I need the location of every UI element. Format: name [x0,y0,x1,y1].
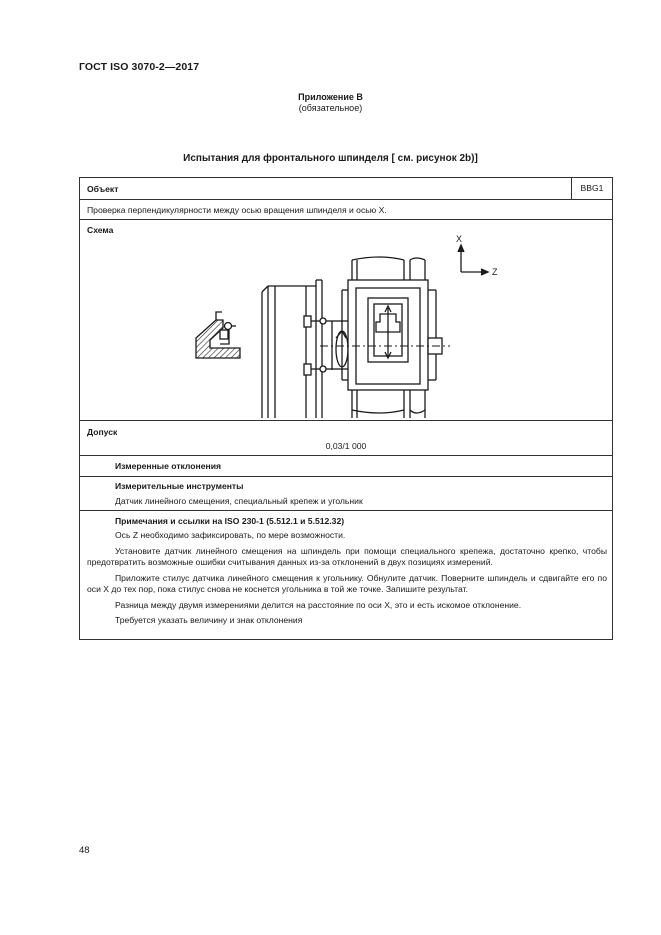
axis-z-label: Z [492,267,498,277]
measured-label: Измеренные отклонения [115,461,221,471]
tolerance-value: 0,03/1 000 [325,441,367,451]
object-row [80,178,612,220]
annex-heading [0,92,661,114]
square-fixture-icon [196,312,240,358]
instruments-row [80,477,612,511]
notes-body [87,530,607,627]
notes-label: Примечания и ссылки на ISO 230-1 (5.512.1 и 5.512.32) [115,516,345,526]
measured-row [80,456,612,477]
table-title: Испытания для фронтального шпинделя [ см. рисунок 2b)] [183,153,478,164]
annex-title: Приложение В [298,92,363,102]
tolerance-label: Допуск [87,427,118,437]
object-description: Проверка перпендикулярности между осью вращения шпинделя и осью X. [87,205,387,215]
scheme-label: Схема [87,225,114,235]
test-code: BBG1 [571,178,612,199]
instruments-label: Измерительные инструменты [115,481,244,491]
row-divider [80,199,612,200]
object-label: Объект [87,184,119,194]
axis-arrows-icon [458,245,488,275]
document-standard-code: ГОСТ ISO 3070-2—2017 [79,61,200,73]
notes-row [80,511,612,639]
scheme-row [80,220,612,421]
note-paragraph: Требуется указать величину и знак отклонения [115,615,303,625]
instruments-text: Датчик линейного смещения, специальный крепеж и угольник [115,496,363,506]
test-setup-diagram [80,220,612,421]
square-column [262,280,322,418]
annex-subtitle: (обязательное) [298,103,363,113]
note-paragraph: Приложите стилус датчика линейного смещения к угольнику. Обнулите датчик. Поверните шпиндель и сдвигайте его по оси X до тех пор, пока стилус снова не коснется угольника в той же точке. Запишите результат. [87,572,607,594]
note-paragraph: Разница между двумя измерениями делится на расстояние по оси X, это и есть искомое отклонение. [115,599,522,610]
axis-x-label: X [456,234,463,244]
test-table [79,177,613,640]
page-number: 48 [79,845,90,856]
note-paragraph: Установите датчик линейного смещения на шпиндель при помощи специального крепежа, достаточно крепко, чтобы предотвратить возможные ошибки считывания данных из-за отклонений в двух позициях измерений. [87,545,607,567]
note-paragraph: Ось Z необходимо зафиксировать, по мере возможности. [115,530,346,540]
tolerance-row [80,421,612,456]
